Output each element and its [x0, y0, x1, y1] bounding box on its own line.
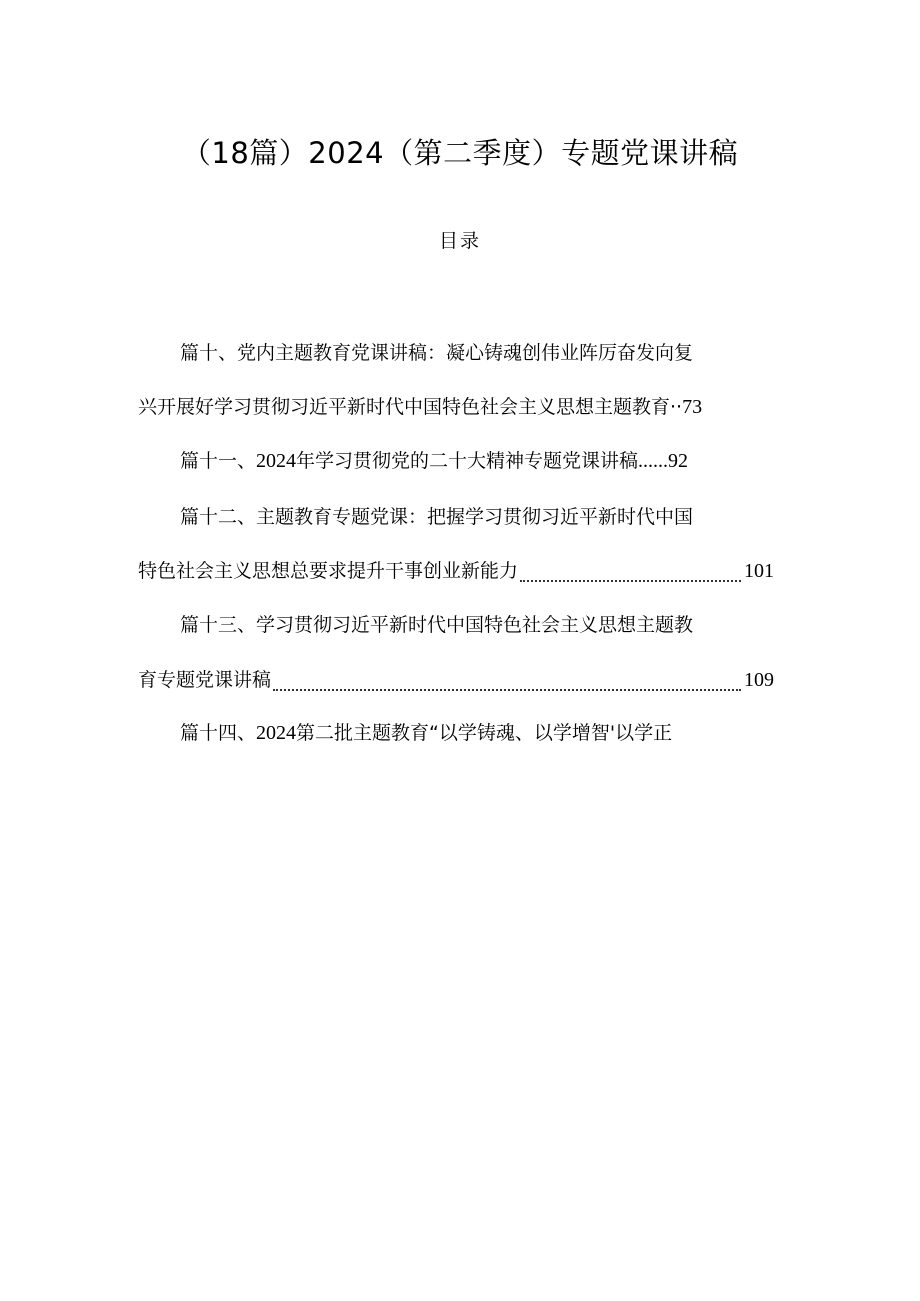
toc-entry-11[interactable] — [180, 447, 688, 475]
toc-entry-10-line-1[interactable] — [180, 339, 693, 367]
toc-leader-dots — [520, 580, 741, 582]
toc-entry-10-line-2[interactable] — [138, 393, 702, 421]
document-title: （18篇）2024（第二季度）专题党课讲稿 — [181, 136, 739, 170]
toc-entry-text: 篇十三、学习贯彻习近平新时代中国特色社会主义思想主题教 — [180, 614, 694, 636]
toc-page-number: 92 — [668, 450, 689, 472]
toc-entry-text: 年学习贯彻党的二十大精神专题党课讲稿 — [296, 450, 639, 472]
toc-entry-label: 篇十四、 — [180, 722, 257, 744]
toc-leader-dots: ...... — [638, 450, 669, 472]
toc-entry-13-line-1[interactable] — [180, 611, 693, 639]
toc-entry-text: 特色社会主义思想总要求提升干事创业新能力 — [138, 560, 519, 582]
toc-page-number: 109 — [744, 669, 774, 691]
toc-entry-year: 2024 — [256, 722, 297, 744]
toc-entry-13-line-2[interactable] — [138, 666, 774, 694]
toc-leader-dots — [273, 689, 741, 691]
toc-heading: 目录 — [438, 230, 481, 252]
toc-entry-year: 2024 — [256, 450, 297, 472]
toc-entry-12-line-1[interactable] — [180, 503, 693, 531]
toc-entry-text: 育专题党课讲稿 — [138, 669, 272, 691]
toc-entry-label: 篇十一、 — [180, 450, 257, 472]
toc-entry-text: 篇十二、主题教育专题党课：把握学习贯彻习近平新时代中国 — [180, 506, 694, 528]
toc-page-number: 101 — [744, 560, 774, 582]
toc-entry-text: 篇十、党内主题教育党课讲稿：凝心铸魂创伟业阵厉奋发向复 — [180, 342, 694, 364]
toc-entry-text: 第二批主题教育“以学铸魂、以学增智'以学正 — [296, 722, 673, 744]
toc-page-number: 73 — [682, 396, 703, 418]
toc-entry-14[interactable] — [180, 719, 672, 747]
toc-entry-12-line-2[interactable] — [138, 557, 774, 585]
toc-entry-text: 兴开展好学习贯彻习近平新时代中国特色社会主义思想主题教育·· — [138, 396, 683, 418]
